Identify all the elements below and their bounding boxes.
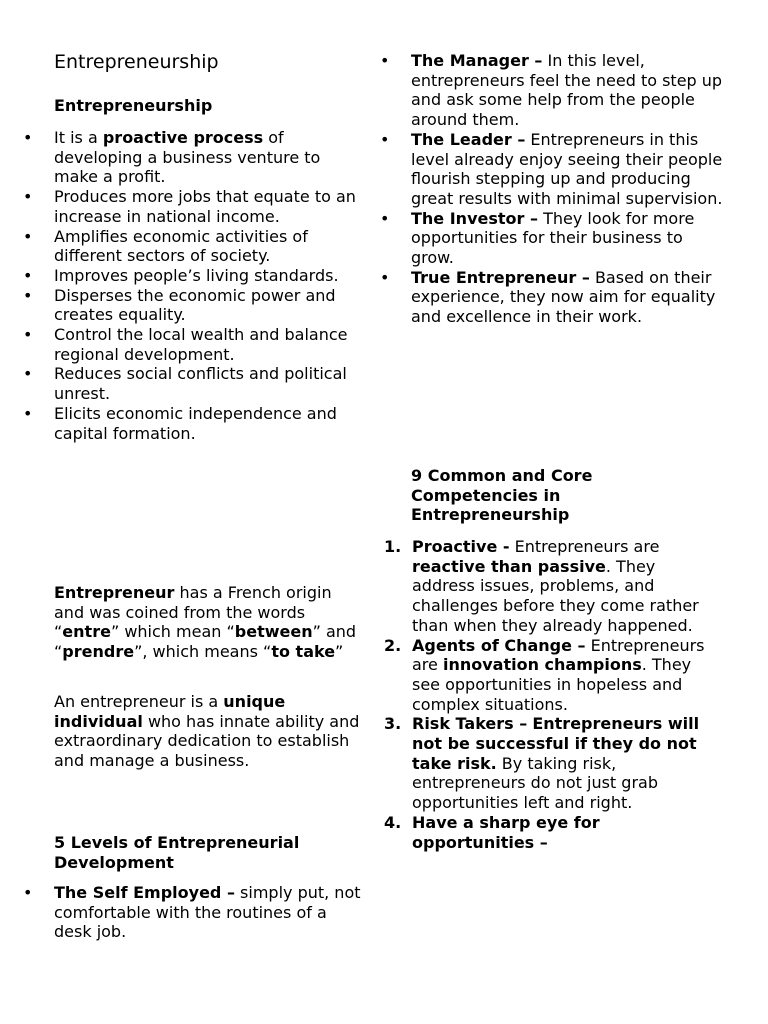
section-heading-competencies: 9 Common and Core Competencies in Entrepreneurship [411, 466, 593, 525]
list-item: • Control the local wealth and balance regional development. [23, 325, 348, 364]
list-item: • Improves people’s living standards. [23, 265, 339, 285]
bullet-icon: • [23, 403, 33, 423]
bullet-icon: • [23, 265, 33, 285]
document-title: Entrepreneurship [54, 51, 219, 73]
list-item: 1. Proactive - Entrepreneurs are reactive than passive. They address issues, problems, and challenges before they come rather than when they already happened. [384, 537, 699, 635]
section-heading-levels: 5 Levels of Entrepreneurial Development [54, 833, 300, 872]
bullet-icon: • [380, 208, 390, 228]
list-item: 4. Have a sharp eye for opportunities – [384, 812, 600, 852]
bullet-icon: • [23, 187, 33, 207]
list-item: 3. Risk Takers – Entrepreneurs will not be successful if they do not take risk. By taking risk, entrepreneurs do not just grab opportunities left and right. [384, 714, 700, 813]
list-item: • Amplifies economic activities of different sectors of society. [23, 226, 308, 266]
section-heading-entrepreneurship: Entrepreneurship [54, 96, 213, 115]
list-item: • The Leader – Entrepreneurs in this level already enjoy seeing their people flourish stepping up and producing great results with minimal supervision. [380, 129, 723, 208]
bullet-icon: • [23, 325, 33, 345]
entrepreneurship-bullet-list [0, 128, 364, 443]
levels-list-continued [358, 51, 723, 327]
list-item: • Produces more jobs that equate to an increase in national income. [23, 187, 356, 226]
bullet-icon: • [380, 267, 390, 287]
list-item: 2. Agents of Change – Entrepreneurs are innovation champions. They see opportunities in hopeless and complex situations. [384, 635, 705, 714]
levels-list-part1 [0, 883, 364, 942]
list-item: • The Self Employed – simply put, not comfortable with the routines of a desk job. [23, 883, 361, 942]
competencies-list [358, 537, 723, 852]
list-item: • Reduces social conflicts and political unrest. [23, 364, 347, 404]
list-item: • Disperses the economic power and creates equality. [23, 285, 336, 325]
list-item: • True Entrepreneur – Based on their experience, they now aim for equality and excellence in their work. [380, 267, 716, 327]
list-item: • Elicits economic independence and capital formation. [23, 403, 337, 443]
entrepreneur-origin-paragraph: Entrepreneur has a French origin and was coined from the words “entre” which mean “between” and “prendre”, which means “to take” [54, 583, 357, 662]
unique-individual-paragraph: An entrepreneur is a unique individual who has innate ability and extraordinary dedication to establish and manage a business. [54, 692, 360, 771]
bullet-icon: • [380, 129, 390, 149]
bullet-icon: • [23, 883, 33, 902]
bullet-icon: • [380, 51, 390, 70]
list-item: • The Manager – In this level, entrepreneurs feel the need to step up and ask some help from the people around them. [380, 51, 723, 130]
list-item: • The Investor – They look for more opportunities for their business to grow. [380, 208, 695, 268]
list-item: • It is a proactive process of developing a business venture to make a profit. [23, 128, 321, 187]
bullet-icon: • [23, 285, 33, 305]
bullet-icon: • [23, 226, 33, 246]
bullet-icon: • [23, 128, 33, 147]
bullet-icon: • [23, 364, 33, 384]
